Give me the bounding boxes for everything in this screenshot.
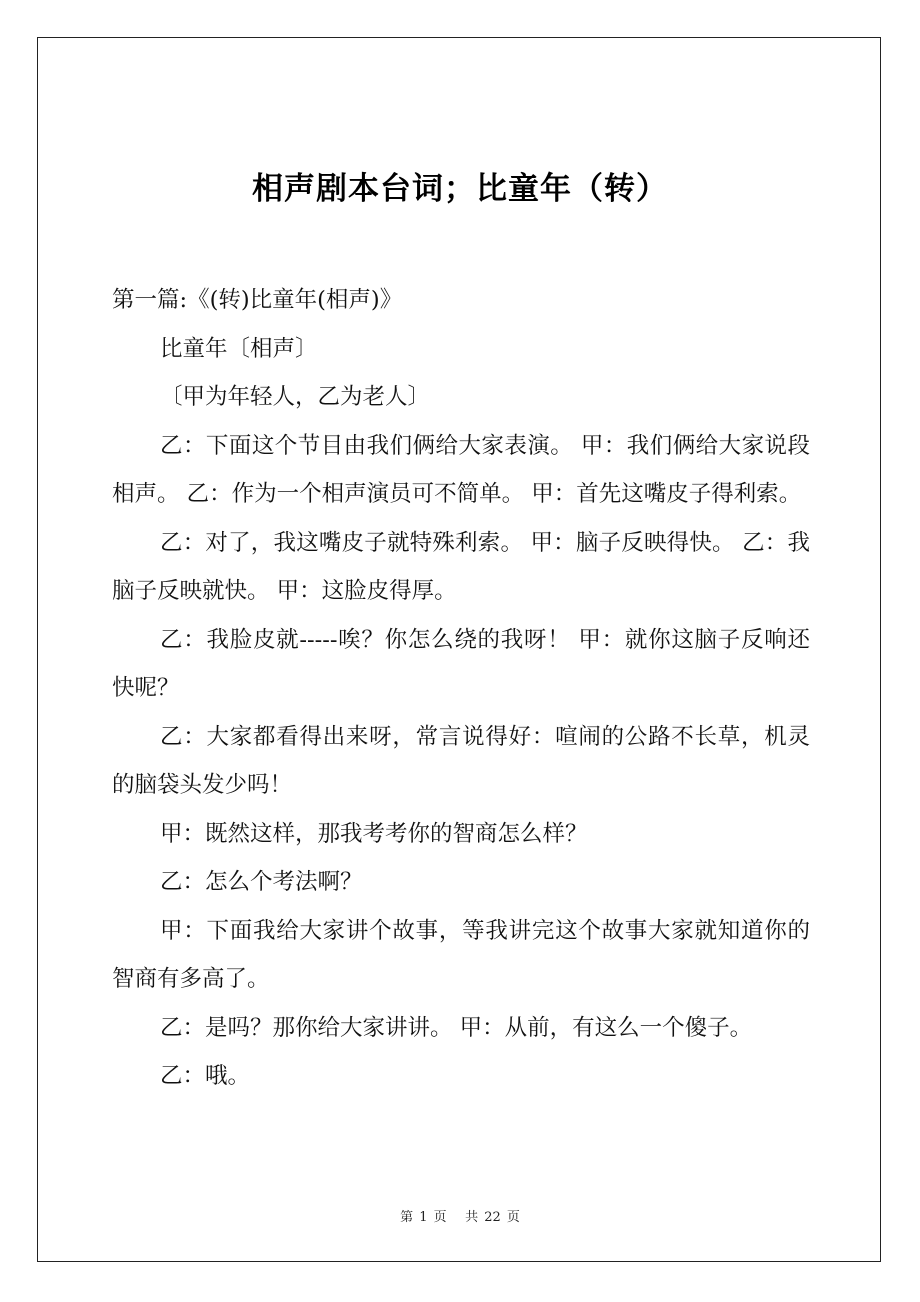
- paragraph: 比童年〔相声〕: [160, 335, 318, 362]
- page-number: 第 1 页: [400, 1210, 447, 1225]
- page-footer: [0, 1206, 920, 1225]
- chapter-heading: 第一篇:《(转)比童年(相声)》: [112, 287, 403, 313]
- paragraph: 乙：对了，我这嘴皮子就特殊利索。 甲：脑子反映得快。 乙：我脑子反映就快。 甲：这脸皮得厚。: [112, 529, 810, 604]
- paragraph: 甲：下面我给大家讲个故事，等我讲完这个故事大家就知道你的智商有多高了。: [112, 917, 810, 992]
- paragraph: 乙：是吗？那你给大家讲讲。 甲：从前，有这么一个傻子。: [160, 1014, 753, 1041]
- document-body: [112, 276, 810, 1101]
- page-total: 共 22 页: [465, 1210, 520, 1225]
- paragraph: 〔甲为年轻人，乙为老人〕: [160, 384, 431, 410]
- paragraph: 乙：下面这个节目由我们俩给大家表演。 甲：我们俩给大家说段相声。 乙：作为一个相声演员可不简单。 甲：首先这嘴皮子得利索。: [112, 432, 810, 507]
- document-title: 相声剧本台词；比童年（转）: [252, 170, 668, 207]
- paragraph: 乙：大家都看得出来呀，常言说得好：喧闹的公路不长草，机灵的脑袋头发少吗！: [112, 723, 810, 798]
- paragraph: 乙：怎么个考法啊？: [160, 869, 363, 895]
- paragraph: 乙：我脸皮就-----唉？你怎么绕的我呀！ 甲：就你这脑子反响还快呢？: [112, 626, 810, 701]
- paragraph: 甲：既然这样，那我考考你的智商怎么样？: [160, 820, 588, 847]
- paragraph: 乙：哦。: [160, 1063, 251, 1089]
